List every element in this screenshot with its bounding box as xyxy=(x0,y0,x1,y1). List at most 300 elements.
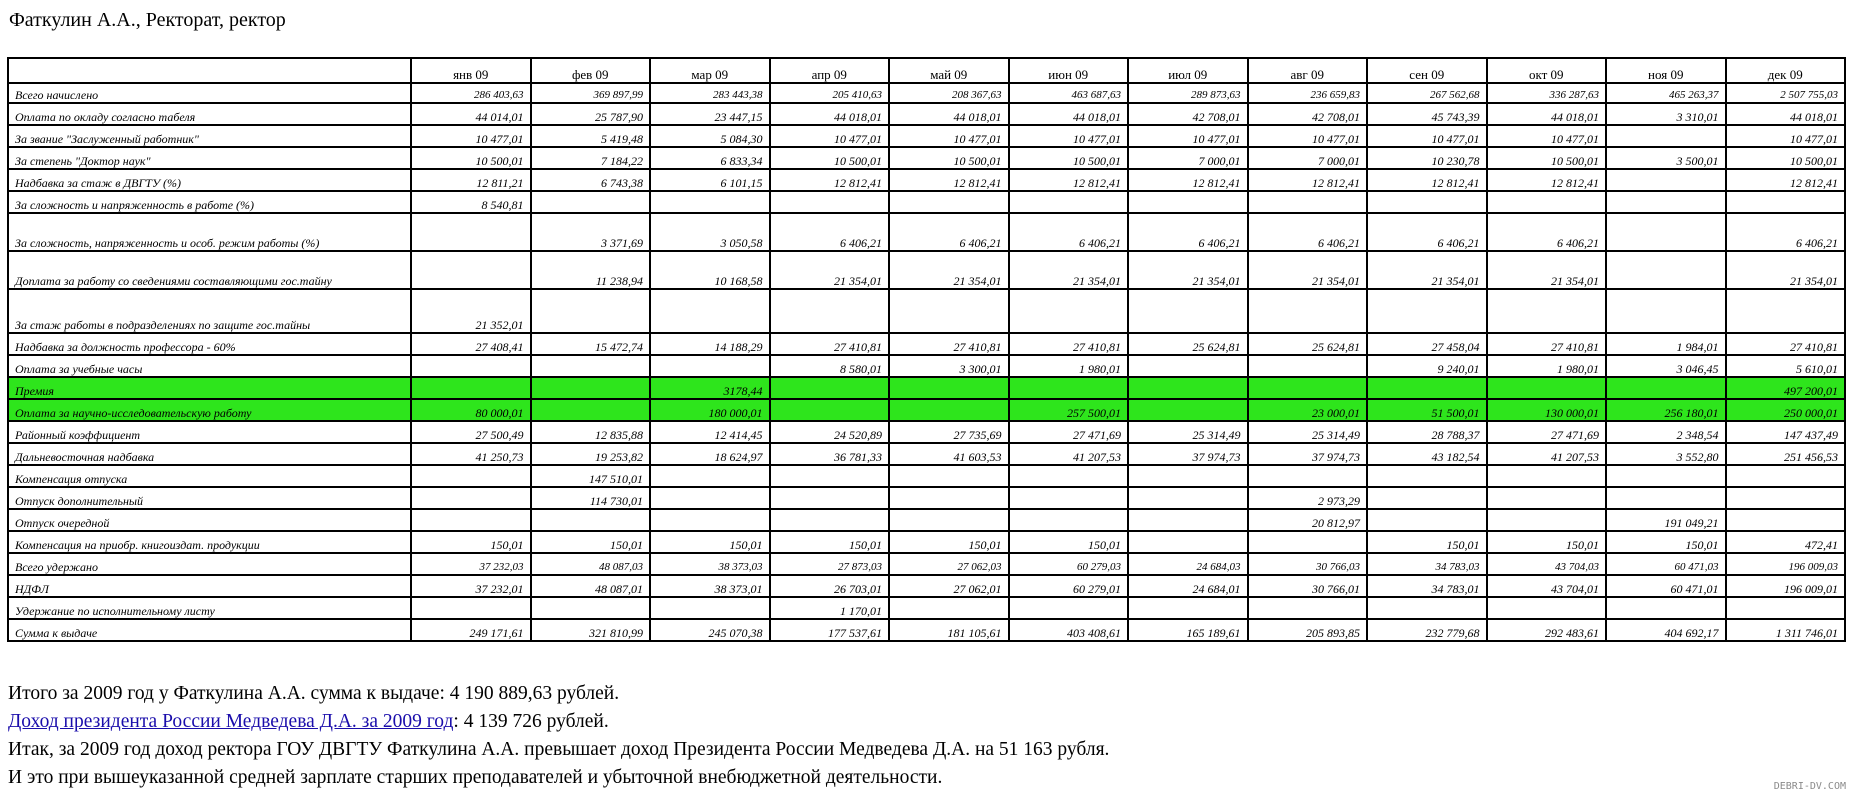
value-cell: 130 000,01 xyxy=(1487,399,1607,421)
table-row xyxy=(8,619,1845,641)
value-cell: 1 170,01 xyxy=(770,597,890,619)
value-cell: 6 101,15 xyxy=(650,169,770,191)
value-cell: 60 471,01 xyxy=(1606,575,1726,597)
value-cell: 44 014,01 xyxy=(411,103,531,125)
value-cell: 27 471,69 xyxy=(1487,421,1607,443)
value-cell xyxy=(770,377,890,399)
value-cell xyxy=(1606,169,1726,191)
value-cell: 10 500,01 xyxy=(770,147,890,169)
value-cell: 44 018,01 xyxy=(889,103,1009,125)
value-cell: 10 477,01 xyxy=(1128,125,1248,147)
value-cell: 12 812,41 xyxy=(1726,169,1846,191)
value-cell: 18 624,97 xyxy=(650,443,770,465)
value-cell: 150,01 xyxy=(1009,531,1129,553)
month-header: дек 09 xyxy=(1726,58,1846,83)
month-header: фев 09 xyxy=(531,58,651,83)
value-cell: 15 472,74 xyxy=(531,333,651,355)
value-cell xyxy=(1128,399,1248,421)
value-cell xyxy=(1367,509,1487,531)
value-cell: 6 406,21 xyxy=(770,213,890,251)
month-header: авг 09 xyxy=(1248,58,1368,83)
value-cell xyxy=(1128,487,1248,509)
value-cell xyxy=(1367,597,1487,619)
value-cell: 37 974,73 xyxy=(1248,443,1368,465)
value-cell: 44 018,01 xyxy=(1009,103,1129,125)
value-cell xyxy=(1487,377,1607,399)
value-cell xyxy=(1128,377,1248,399)
row-label: Компенсация на приобр. книгоиздат. продукции xyxy=(8,531,411,553)
value-cell: 12 812,41 xyxy=(889,169,1009,191)
value-cell xyxy=(411,509,531,531)
president-income-link[interactable]: Доход президента России Медведева Д.А. за 2009 год xyxy=(8,711,454,732)
value-cell xyxy=(889,191,1009,213)
value-cell: 20 812,97 xyxy=(1248,509,1368,531)
value-cell: 21 354,01 xyxy=(1009,251,1129,289)
value-cell: 34 783,03 xyxy=(1367,553,1487,575)
value-cell: 1 311 746,01 xyxy=(1726,619,1846,641)
value-cell xyxy=(1128,289,1248,333)
value-cell: 3 552,80 xyxy=(1606,443,1726,465)
value-cell: 27 873,03 xyxy=(770,553,890,575)
value-cell: 250 000,01 xyxy=(1726,399,1846,421)
value-cell: 10 477,01 xyxy=(889,125,1009,147)
value-cell: 7 184,22 xyxy=(531,147,651,169)
value-cell: 336 287,63 xyxy=(1487,83,1607,103)
value-cell xyxy=(1606,465,1726,487)
value-cell: 24 520,89 xyxy=(770,421,890,443)
value-cell: 19 253,82 xyxy=(531,443,651,465)
value-cell: 1 984,01 xyxy=(1606,333,1726,355)
value-cell: 21 354,01 xyxy=(1487,251,1607,289)
value-cell: 181 105,61 xyxy=(889,619,1009,641)
value-cell: 404 692,17 xyxy=(1606,619,1726,641)
value-cell: 12 812,41 xyxy=(1128,169,1248,191)
value-cell: 10 477,01 xyxy=(411,125,531,147)
value-cell: 3 046,45 xyxy=(1606,355,1726,377)
value-cell: 37 974,73 xyxy=(1128,443,1248,465)
value-cell xyxy=(411,465,531,487)
value-cell: 27 735,69 xyxy=(889,421,1009,443)
value-cell xyxy=(1248,377,1368,399)
value-cell xyxy=(1367,487,1487,509)
value-cell: 5 610,01 xyxy=(1726,355,1846,377)
value-cell: 41 207,53 xyxy=(1009,443,1129,465)
value-cell xyxy=(411,213,531,251)
value-cell xyxy=(1248,289,1368,333)
value-cell: 6 406,21 xyxy=(1248,213,1368,251)
value-cell: 80 000,01 xyxy=(411,399,531,421)
value-cell: 27 062,03 xyxy=(889,553,1009,575)
value-cell xyxy=(1487,487,1607,509)
value-cell: 27 410,81 xyxy=(1726,333,1846,355)
value-cell: 150,01 xyxy=(1487,531,1607,553)
value-cell: 38 373,03 xyxy=(650,553,770,575)
value-cell: 27 458,04 xyxy=(1367,333,1487,355)
value-cell: 43 182,54 xyxy=(1367,443,1487,465)
value-cell: 256 180,01 xyxy=(1606,399,1726,421)
value-cell: 205 410,63 xyxy=(770,83,890,103)
value-cell: 245 070,38 xyxy=(650,619,770,641)
value-cell: 2 973,29 xyxy=(1248,487,1368,509)
value-cell: 44 018,01 xyxy=(1487,103,1607,125)
value-cell xyxy=(531,355,651,377)
value-cell xyxy=(1248,531,1368,553)
value-cell: 23 000,01 xyxy=(1248,399,1368,421)
value-cell xyxy=(1248,191,1368,213)
value-cell: 205 893,85 xyxy=(1248,619,1368,641)
value-cell: 24 684,01 xyxy=(1128,575,1248,597)
value-cell xyxy=(1726,289,1846,333)
value-cell xyxy=(650,509,770,531)
value-cell: 3 500,01 xyxy=(1606,147,1726,169)
table-row xyxy=(8,509,1845,531)
month-header: май 09 xyxy=(889,58,1009,83)
value-cell: 292 483,61 xyxy=(1487,619,1607,641)
value-cell: 30 766,03 xyxy=(1248,553,1368,575)
month-header: окт 09 xyxy=(1487,58,1607,83)
value-cell: 150,01 xyxy=(770,531,890,553)
value-cell xyxy=(650,487,770,509)
row-label: Премия xyxy=(8,377,411,399)
value-cell: 25 314,49 xyxy=(1248,421,1368,443)
month-header: мар 09 xyxy=(650,58,770,83)
value-cell: 2 348,54 xyxy=(1606,421,1726,443)
value-cell: 9 240,01 xyxy=(1367,355,1487,377)
value-cell xyxy=(650,191,770,213)
value-cell xyxy=(1248,597,1368,619)
table-row xyxy=(8,83,1845,103)
table-row xyxy=(8,377,1845,399)
row-label: Отпуск дополнительный xyxy=(8,487,411,509)
value-cell xyxy=(770,191,890,213)
value-cell: 12 812,41 xyxy=(770,169,890,191)
value-cell: 1 980,01 xyxy=(1487,355,1607,377)
value-cell: 36 781,33 xyxy=(770,443,890,465)
table-row xyxy=(8,191,1845,213)
value-cell: 21 354,01 xyxy=(770,251,890,289)
value-cell: 12 812,41 xyxy=(1367,169,1487,191)
value-cell: 196 009,03 xyxy=(1726,553,1846,575)
value-cell: 7 000,01 xyxy=(1248,147,1368,169)
value-cell xyxy=(1606,597,1726,619)
value-cell: 6 406,21 xyxy=(1487,213,1607,251)
value-cell: 10 477,01 xyxy=(1487,125,1607,147)
value-cell xyxy=(1128,597,1248,619)
row-label: Районный коэффициент xyxy=(8,421,411,443)
value-cell xyxy=(650,465,770,487)
value-cell: 44 018,01 xyxy=(1726,103,1846,125)
value-cell: 14 188,29 xyxy=(650,333,770,355)
row-label: За звание "Заслуженный работник" xyxy=(8,125,411,147)
row-label: Удержание по исполнительному листу xyxy=(8,597,411,619)
value-cell: 27 410,81 xyxy=(770,333,890,355)
value-cell: 12 835,88 xyxy=(531,421,651,443)
value-cell xyxy=(770,509,890,531)
table-row xyxy=(8,355,1845,377)
table-row xyxy=(8,333,1845,355)
table-header-row xyxy=(8,58,1845,83)
value-cell: 12 414,45 xyxy=(650,421,770,443)
value-cell xyxy=(1487,191,1607,213)
table-row xyxy=(8,597,1845,619)
value-cell: 8 540,81 xyxy=(411,191,531,213)
value-cell xyxy=(770,289,890,333)
row-label: За сложность и напряженность в работе (%) xyxy=(8,191,411,213)
value-cell: 12 812,41 xyxy=(1248,169,1368,191)
value-cell xyxy=(650,289,770,333)
row-label: Всего начислено xyxy=(8,83,411,103)
value-cell: 472,41 xyxy=(1726,531,1846,553)
month-header: сен 09 xyxy=(1367,58,1487,83)
value-cell: 27 410,81 xyxy=(1487,333,1607,355)
value-cell xyxy=(1009,465,1129,487)
value-cell: 10 500,01 xyxy=(411,147,531,169)
value-cell: 180 000,01 xyxy=(650,399,770,421)
value-cell xyxy=(1487,597,1607,619)
value-cell: 236 659,83 xyxy=(1248,83,1368,103)
row-label: Оплата по окладу согласно табеля xyxy=(8,103,411,125)
value-cell xyxy=(770,399,890,421)
row-label: Надбавка за стаж в ДВГТУ (%) xyxy=(8,169,411,191)
value-cell: 196 009,01 xyxy=(1726,575,1846,597)
value-cell: 6 406,21 xyxy=(1009,213,1129,251)
value-cell: 1 980,01 xyxy=(1009,355,1129,377)
value-cell xyxy=(1606,377,1726,399)
value-cell: 21 354,01 xyxy=(1248,251,1368,289)
row-label: За степень "Доктор наук" xyxy=(8,147,411,169)
value-cell: 21 354,01 xyxy=(889,251,1009,289)
value-cell: 60 279,01 xyxy=(1009,575,1129,597)
value-cell: 147 510,01 xyxy=(531,465,651,487)
row-label: За сложность, напряженность и особ. режим работы (%) xyxy=(8,213,411,251)
value-cell: 26 703,01 xyxy=(770,575,890,597)
value-cell: 3 300,01 xyxy=(889,355,1009,377)
table-row xyxy=(8,553,1845,575)
value-cell: 60 279,03 xyxy=(1009,553,1129,575)
row-label: Оплата за учебные часы xyxy=(8,355,411,377)
value-cell: 232 779,68 xyxy=(1367,619,1487,641)
value-cell xyxy=(1128,465,1248,487)
value-cell: 21 354,01 xyxy=(1367,251,1487,289)
value-cell: 21 352,01 xyxy=(411,289,531,333)
conclusion-line: И это при вышеуказанной средней зарплате старших преподавателей и убыточной внебюджетной деятельности. xyxy=(8,767,943,788)
value-cell xyxy=(1128,191,1248,213)
president-income-line xyxy=(8,708,1109,736)
value-cell xyxy=(1367,377,1487,399)
value-cell xyxy=(1128,509,1248,531)
value-cell: 10 500,01 xyxy=(1009,147,1129,169)
table-row xyxy=(8,575,1845,597)
value-cell: 41 250,73 xyxy=(411,443,531,465)
month-header: янв 09 xyxy=(411,58,531,83)
value-cell xyxy=(1367,465,1487,487)
value-cell xyxy=(1487,465,1607,487)
value-cell: 10 230,78 xyxy=(1367,147,1487,169)
value-cell: 10 500,01 xyxy=(889,147,1009,169)
row-label: Доплата за работу со сведениями составляющими гос.тайну xyxy=(8,251,411,289)
value-cell xyxy=(1606,251,1726,289)
value-cell xyxy=(411,487,531,509)
value-cell xyxy=(411,355,531,377)
page-title: Фаткулин А.А., Ректорат, ректор xyxy=(9,9,286,31)
value-cell: 369 897,99 xyxy=(531,83,651,103)
table-row xyxy=(8,399,1845,421)
row-label: Компенсация отпуска xyxy=(8,465,411,487)
table-row xyxy=(8,125,1845,147)
table-row xyxy=(8,421,1845,443)
value-cell: 27 410,81 xyxy=(1009,333,1129,355)
value-cell: 48 087,01 xyxy=(531,575,651,597)
site-watermark: DEBRI-DV.COM xyxy=(1773,781,1846,792)
table-row xyxy=(8,465,1845,487)
value-cell xyxy=(1009,597,1129,619)
value-cell: 3 310,01 xyxy=(1606,103,1726,125)
value-cell: 43 704,03 xyxy=(1487,553,1607,575)
value-cell: 12 812,41 xyxy=(1487,169,1607,191)
value-cell: 25 624,81 xyxy=(1248,333,1368,355)
value-cell xyxy=(650,597,770,619)
table-row xyxy=(8,443,1845,465)
president-income-value: : 4 139 726 рублей. xyxy=(453,711,609,732)
value-cell: 147 437,49 xyxy=(1726,421,1846,443)
value-cell: 289 873,63 xyxy=(1128,83,1248,103)
value-cell xyxy=(1128,531,1248,553)
value-cell: 177 537,61 xyxy=(770,619,890,641)
row-label: Дальневосточная надбавка xyxy=(8,443,411,465)
value-cell: 28 788,37 xyxy=(1367,421,1487,443)
value-cell: 51 500,01 xyxy=(1367,399,1487,421)
value-cell xyxy=(889,597,1009,619)
value-cell: 6 406,21 xyxy=(1726,213,1846,251)
value-cell xyxy=(411,597,531,619)
value-cell: 48 087,03 xyxy=(531,553,651,575)
value-cell: 3 050,58 xyxy=(650,213,770,251)
value-cell xyxy=(1128,355,1248,377)
value-cell: 5 419,48 xyxy=(531,125,651,147)
value-cell xyxy=(1606,289,1726,333)
value-cell: 12 812,41 xyxy=(1009,169,1129,191)
table-row xyxy=(8,289,1845,333)
value-cell: 2 507 755,03 xyxy=(1726,83,1846,103)
table-row xyxy=(8,213,1845,251)
value-cell: 12 811,21 xyxy=(411,169,531,191)
value-cell: 43 704,01 xyxy=(1487,575,1607,597)
value-cell xyxy=(889,465,1009,487)
value-cell: 10 477,01 xyxy=(770,125,890,147)
value-cell: 27 500,49 xyxy=(411,421,531,443)
value-cell: 6 406,21 xyxy=(1367,213,1487,251)
value-cell: 8 580,01 xyxy=(770,355,890,377)
value-cell xyxy=(411,251,531,289)
row-label: За стаж работы в подразделениях по защите гос.тайны xyxy=(8,289,411,333)
value-cell: 37 232,03 xyxy=(411,553,531,575)
value-cell xyxy=(1248,355,1368,377)
value-cell: 25 624,81 xyxy=(1128,333,1248,355)
header-corner-cell xyxy=(8,58,411,83)
value-cell xyxy=(531,509,651,531)
value-cell: 27 471,69 xyxy=(1009,421,1129,443)
value-cell: 403 408,61 xyxy=(1009,619,1129,641)
value-cell xyxy=(1726,487,1846,509)
value-cell xyxy=(531,597,651,619)
value-cell: 208 367,63 xyxy=(889,83,1009,103)
value-cell xyxy=(1248,465,1368,487)
value-cell: 10 477,01 xyxy=(1248,125,1368,147)
value-cell xyxy=(1367,191,1487,213)
value-cell: 34 783,01 xyxy=(1367,575,1487,597)
value-cell: 10 500,01 xyxy=(1726,147,1846,169)
value-cell: 21 354,01 xyxy=(1726,251,1846,289)
value-cell xyxy=(770,487,890,509)
month-header: июл 09 xyxy=(1128,58,1248,83)
value-cell: 11 238,94 xyxy=(531,251,651,289)
row-label: НДФЛ xyxy=(8,575,411,597)
value-cell xyxy=(1726,191,1846,213)
value-cell: 463 687,63 xyxy=(1009,83,1129,103)
value-cell xyxy=(531,191,651,213)
value-cell xyxy=(1726,509,1846,531)
value-cell: 25 314,49 xyxy=(1128,421,1248,443)
value-cell: 267 562,68 xyxy=(1367,83,1487,103)
value-cell: 465 263,37 xyxy=(1606,83,1726,103)
footer-text xyxy=(8,680,1109,792)
value-cell xyxy=(889,487,1009,509)
value-cell xyxy=(1726,465,1846,487)
value-cell: 5 084,30 xyxy=(650,125,770,147)
value-cell xyxy=(531,377,651,399)
value-cell xyxy=(1606,191,1726,213)
value-cell xyxy=(1606,125,1726,147)
value-cell: 191 049,21 xyxy=(1606,509,1726,531)
value-cell: 321 810,99 xyxy=(531,619,651,641)
value-cell xyxy=(889,399,1009,421)
value-cell: 114 730,01 xyxy=(531,487,651,509)
value-cell: 27 062,01 xyxy=(889,575,1009,597)
value-cell xyxy=(1606,487,1726,509)
value-cell: 10 477,01 xyxy=(1726,125,1846,147)
value-cell: 3 371,69 xyxy=(531,213,651,251)
value-cell: 6 406,21 xyxy=(889,213,1009,251)
value-cell: 6 743,38 xyxy=(531,169,651,191)
value-cell xyxy=(650,355,770,377)
value-cell: 27 408,41 xyxy=(411,333,531,355)
value-cell xyxy=(1009,289,1129,333)
value-cell: 150,01 xyxy=(1606,531,1726,553)
value-cell: 6 833,34 xyxy=(650,147,770,169)
table-row xyxy=(8,487,1845,509)
value-cell xyxy=(889,289,1009,333)
value-cell: 3178,44 xyxy=(650,377,770,399)
value-cell: 60 471,03 xyxy=(1606,553,1726,575)
row-label: Всего удержано xyxy=(8,553,411,575)
value-cell: 497 200,01 xyxy=(1726,377,1846,399)
value-cell: 286 403,63 xyxy=(411,83,531,103)
month-header: ноя 09 xyxy=(1606,58,1726,83)
value-cell: 283 443,38 xyxy=(650,83,770,103)
value-cell xyxy=(411,377,531,399)
value-cell xyxy=(1009,191,1129,213)
month-header: июн 09 xyxy=(1009,58,1129,83)
value-cell: 24 684,03 xyxy=(1128,553,1248,575)
row-label: Надбавка за должность профессора - 60% xyxy=(8,333,411,355)
table-row xyxy=(8,103,1845,125)
value-cell: 25 787,90 xyxy=(531,103,651,125)
value-cell: 21 354,01 xyxy=(1128,251,1248,289)
value-cell: 10 168,58 xyxy=(650,251,770,289)
value-cell: 150,01 xyxy=(889,531,1009,553)
value-cell xyxy=(1606,213,1726,251)
month-header: апр 09 xyxy=(770,58,890,83)
